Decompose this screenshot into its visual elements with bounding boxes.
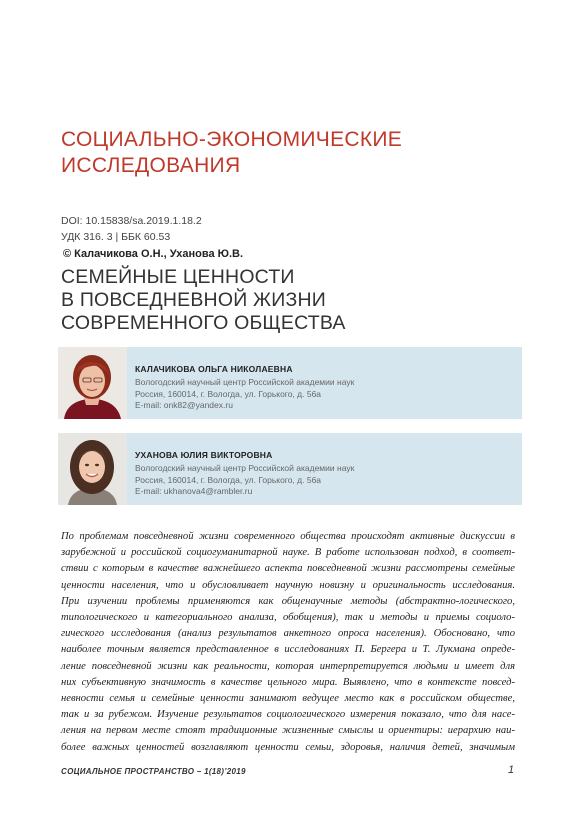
author-name: КАЛАЧИКОВА ОЛЬГА НИКОЛАЕВНА: [135, 364, 293, 374]
footer-journal: СОЦИАЛЬНОЕ ПРОСТРАНСТВО – 1(18)’2019: [61, 767, 246, 776]
article-title: [61, 266, 481, 335]
article-title-line: СЕМЕЙНЫЕ ЦЕННОСТИ: [61, 266, 295, 288]
doi: DOI: 10.15838/sa.2019.1.18.2: [61, 215, 202, 227]
section-title-line: СОЦИАЛЬНО-ЭКОНОМИЧЕСКИЕ: [61, 128, 403, 151]
author-organization: Вологодский научный центр Российской академии наук: [135, 463, 355, 473]
abstract-line: При изучении проблемы применяются как общенаучные методы (абстрактно-логического,: [61, 595, 515, 607]
abstract-line: типологического и категориального анализа, обобщения), так и методы и приемы социоло-: [61, 612, 515, 624]
page-number: 1: [508, 764, 515, 776]
author-address: Россия, 160014, г. Вологда, ул. Горького, д. 56а: [135, 388, 322, 399]
author-photo-image: [58, 433, 127, 505]
author-photo: [58, 347, 127, 419]
section-title: [61, 127, 521, 179]
copyright-authors: © Калачикова О.Н., Уханова Ю.В.: [63, 248, 244, 260]
author-card: [58, 433, 522, 505]
abstract-line: ление повседневной жизни как реальности, которая интерпретируется людьми и имеет для: [61, 660, 515, 672]
author-photo-image: [58, 347, 127, 419]
article-title-line: В ПОВСЕДНЕВНОЙ ЖИЗНИ: [61, 289, 326, 311]
section-title-line: ИССЛЕДОВАНИЯ: [61, 154, 241, 177]
abstract-line: гического исследования (анализ результатов анкетного опроса населения). Обосновано, что: [61, 628, 515, 640]
abstract-line: ствии с которым в качестве важнейшего аспекта повседневной жизни рассмотрены семейные: [61, 563, 515, 575]
abstract-line: невности семья и семейные ценности занимают ведущее место как в российском обществе,: [61, 693, 515, 705]
abstract-line: По проблемам повседневной жизни современного общества происходят активные дискуссии в: [61, 531, 515, 542]
abstract-line: ления на первом месте стоят традиционные жизненные смыслы и ориентиры: иерархию наи-: [61, 725, 515, 737]
author-address: Россия, 160014, г. Вологда, ул. Горького, д. 56а: [135, 474, 322, 485]
abstract-line: ценности населения, что и обусловливает научную новизну и оригинальность исследования.: [61, 579, 515, 591]
author-photo: [58, 433, 127, 505]
author-organization: Вологодский научный центр Российской академии наук: [135, 377, 355, 387]
udk-bbk: УДК 316. 3 | ББК 60.53: [61, 231, 171, 243]
abstract-line: наиболее точным является представленное в исследованиях П. Бергера и Т. Лукмана опреде-: [61, 644, 515, 656]
author-info: [135, 364, 354, 412]
abstract: [61, 529, 515, 756]
author-email[interactable]: E-mail: ukhanova4@rambler.ru: [135, 486, 253, 496]
abstract-line: так и за рубежом. Изучение результатов социологического измерения показало, что для насе-: [61, 709, 515, 721]
author-name: УХАНОВА ЮЛИЯ ВИКТОРОВНА: [135, 450, 273, 460]
author-email[interactable]: E-mail: onk82@yandex.ru: [135, 400, 233, 410]
abstract-line: них субъективную значимость в качестве цельного мира. Выявлено, что в контексте повсед-: [61, 676, 515, 688]
author-info: [135, 450, 354, 498]
article-title-line: СОВРЕМЕННОГО ОБЩЕСТВА: [61, 312, 346, 334]
author-card: [58, 347, 522, 419]
abstract-line: более важных ценностей возглавляют ценности семьи, здоровья, наличия детей, значимым: [61, 741, 515, 753]
abstract-line: зарубежной и российской социогуманитарной науке. В работе использован подход, в соответ-: [61, 547, 515, 559]
